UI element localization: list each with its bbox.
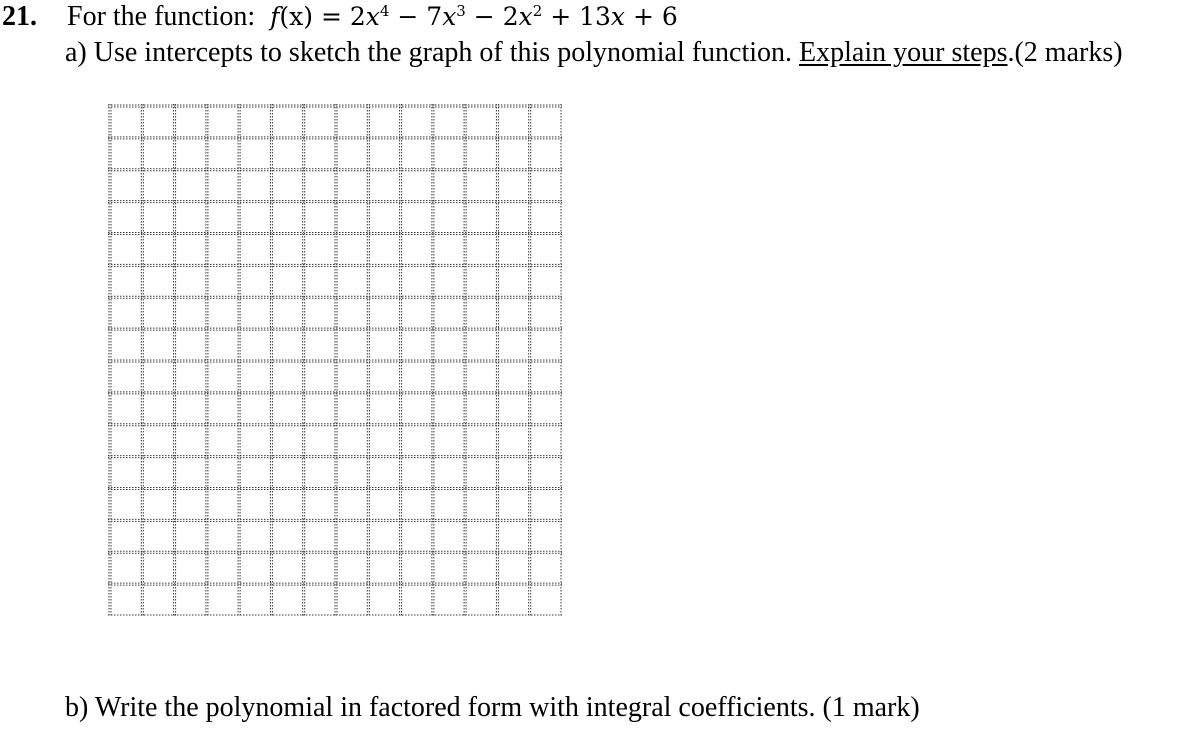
polynomial-terms [350,2,678,31]
part-b-instruction: b) Write the polynomial in factored form with integral coefficients. (1 mark) [65,692,920,723]
term-operator: − [465,2,503,31]
question-prompt [67,0,678,34]
term-exponent: 3 [456,2,466,20]
polynomial-term [350,2,390,31]
question-intro: For the function: [67,1,256,32]
term-operator: + [625,2,662,31]
polynomial-term [625,2,678,31]
term-variable: x [365,2,380,31]
term-coefficient: 13 [579,2,611,31]
term-coefficient: 2 [349,2,366,31]
graph-grid-svg [108,104,562,616]
term-exponent: 4 [379,2,390,20]
graph-grid[interactable] [108,104,562,616]
term-exponent: 2 [532,2,543,20]
question-number: 21. [2,1,37,32]
term-variable: x [442,2,457,31]
term-coefficient: 2 [502,2,519,31]
term-operator: − [389,2,427,31]
equals-sign: = [313,2,350,31]
function-arg: (x) [279,2,314,31]
part-a-text: a) Use intercepts to sketch the graph of this polynomial function. [65,37,800,68]
term-variable: x [518,2,533,31]
term-variable: x [610,2,626,31]
term-coefficient: 7 [426,2,443,31]
explain-steps-text: Explain your steps [799,37,1008,68]
polynomial-term [542,2,625,31]
term-operator: + [542,2,580,31]
part-a-instruction [65,35,1123,71]
part-a-marks: .(2 marks) [1007,37,1123,68]
polynomial-term [466,2,542,31]
polynomial-term [389,2,465,31]
function-equation [262,2,678,31]
term-coefficient: 6 [661,2,678,31]
function-name: f [270,2,280,31]
